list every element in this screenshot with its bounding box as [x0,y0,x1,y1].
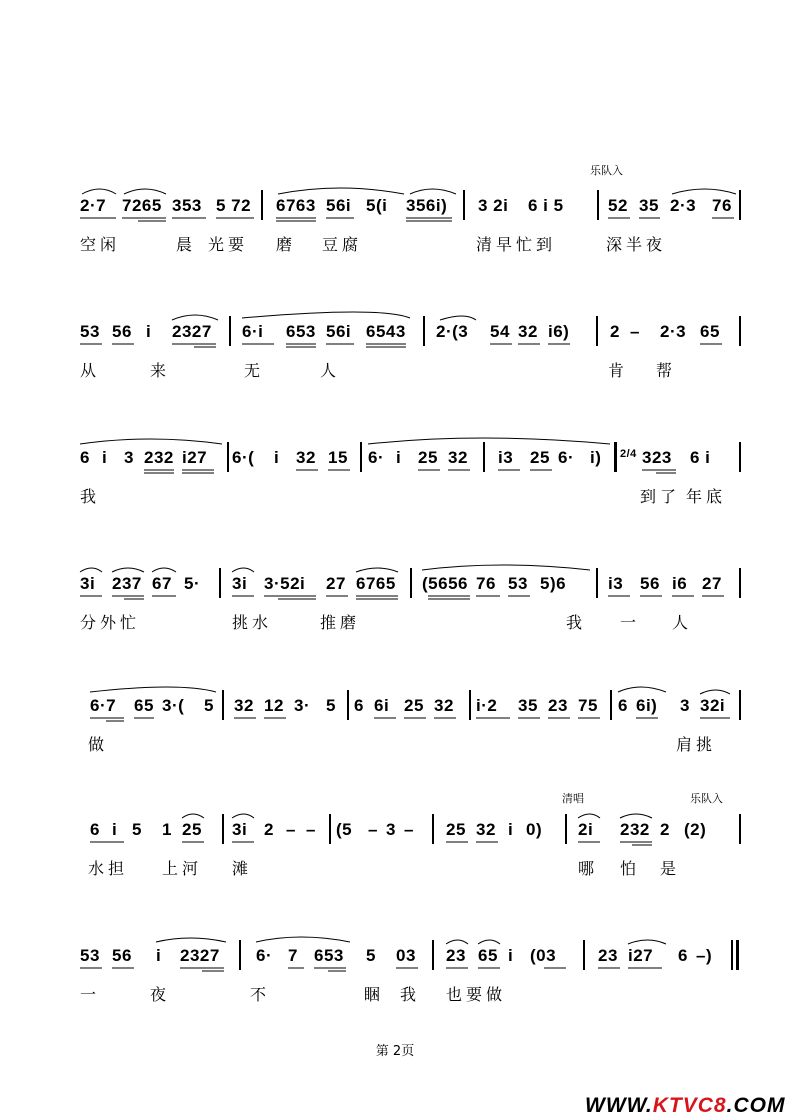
note-group: 52 [608,196,628,215]
site-watermark [585,1094,785,1118]
note-group: i3 [608,574,624,593]
note-group: 12 [264,696,284,715]
note-group: 2327 [172,322,212,341]
note-group: 65 [478,946,498,965]
note-group: – [630,322,640,341]
note-group: 03 [396,946,416,965]
instrument-cue: 乐队入 [690,792,723,805]
note-group: 6· [368,448,385,467]
note-group: 32 [448,448,468,467]
note-group: i [102,448,108,467]
note-group: 15 [328,448,348,467]
note-group: 27 [326,574,346,593]
note-group: 53 [80,946,100,965]
note-group: 5 [366,946,376,965]
note-group: (2) [684,820,707,839]
note-group: 5 [132,820,142,839]
lyric: 磨 [276,235,297,254]
lyric: 无 [244,361,265,380]
note-group: 6 [678,946,688,965]
note-group: i6) [548,322,570,341]
note-group: 2i [578,820,594,839]
note-group: 2·3 [660,322,687,341]
note-group: 6 [354,696,364,715]
note-group: 6 [80,448,90,467]
lyric: 挑水 [232,613,273,632]
note-group: (03 [530,946,557,965]
note-group: 23 [446,946,466,965]
note-group: 6· [256,946,273,965]
lyric: 肩挑 [676,735,717,754]
note-group: 65 [134,696,154,715]
lyric: 年底 [686,487,727,506]
note-group: 353 [172,196,202,215]
note-group: 2·(3 [436,322,469,341]
note-group: 5(i [366,196,388,215]
instrument-cue: 清唱 [562,792,584,805]
lyric: 空闲 [80,235,121,254]
note-group: 3 [124,448,134,467]
note-group: 2 [610,322,620,341]
lyric: 夜 [150,985,171,1004]
time-signature: 2/4 [620,448,637,460]
lyrics-line [0,982,790,1006]
lyric: 清早忙到 [476,235,557,254]
note-group: 56 [112,946,132,965]
watermark-brand: KTVC8 [652,1094,727,1117]
note-group: 653 [286,322,316,341]
note-group: i27 [182,448,208,467]
lyric: 睏 [364,985,385,1004]
note-group: i [274,448,280,467]
lyric: 滩 [232,859,253,878]
note-group: 6543 [366,322,406,341]
note-group: 6765 [356,574,396,593]
lyric: 也要做 [446,985,507,1004]
note-group: 5 [204,696,214,715]
lyric: 肯 [608,361,629,380]
note-group: 232 [620,820,650,839]
note-group: 5· [184,574,201,593]
note-group: i) [590,448,602,467]
note-group: 56i [326,322,352,341]
note-group: 7 [288,946,298,965]
note-group: 2·3 [670,196,697,215]
note-group: – [306,820,316,839]
slur-marks [0,448,790,488]
lyric: 人 [320,361,341,380]
slur-marks [0,322,790,362]
note-group: 3i [232,574,248,593]
watermark-prefix: WWW. [585,1094,653,1117]
lyric: 一 [80,985,101,1004]
lyric: 从 [80,361,101,380]
lyric: 豆腐 [322,235,363,254]
note-group: i27 [628,946,654,965]
note-group: 3 [680,696,690,715]
lyric: 帮 [656,361,677,380]
note-group: 3i [232,820,248,839]
lyric: 晨 [176,235,197,254]
note-group: 25 [530,448,550,467]
note-group: 35 [518,696,538,715]
note-group: 53 [508,574,528,593]
note-group: 2 [660,820,670,839]
lyric: 人 [672,613,693,632]
note-group: 35 [639,196,659,215]
note-group: 23 [548,696,568,715]
lyric: 推磨 [320,613,361,632]
lyric: 哪 [578,859,599,878]
note-group: 32 [234,696,254,715]
note-group: 3·52i [264,574,306,593]
lyrics-line [0,732,790,756]
note-group: 56 [640,574,660,593]
slur-marks [0,696,790,736]
note-group: i [508,820,514,839]
note-group: 237 [112,574,142,593]
note-group: 0) [526,820,543,839]
note-group: 3 2i [478,196,509,215]
note-group: 2·7 [80,196,107,215]
lyric: 我 [566,613,587,632]
note-group: –) [696,946,713,965]
note-group: 6i) [636,696,658,715]
note-group: 6 [618,696,628,715]
note-group: 56i [326,196,352,215]
lyric: 到了 [640,487,681,506]
lyric: 上河 [162,859,203,878]
note-group: 6·7 [90,696,117,715]
note-group: 5 72 [216,196,252,215]
slur-marks [0,820,790,860]
lyric: 我 [80,487,101,506]
note-group: 25 [446,820,466,839]
lyrics-line [0,610,790,634]
note-group: 653 [314,946,344,965]
page-number: 第 2页 [375,1044,415,1059]
note-group: 6·( [232,448,255,467]
note-group: 27 [702,574,722,593]
note-group: i [112,820,118,839]
note-group: 232 [144,448,174,467]
note-group: 25 [404,696,424,715]
note-group: 32 [296,448,316,467]
lyric: 不 [250,985,271,1004]
note-group: i [156,946,162,965]
slur-marks [0,196,790,236]
note-group: 356i) [406,196,448,215]
note-group: 2327 [180,946,220,965]
note-group: i6 [672,574,688,593]
note-group: 3i [80,574,96,593]
lyric: 做 [88,735,109,754]
note-group: 6 i [690,448,711,467]
note-group: 76 [712,196,732,215]
lyrics-line [0,856,790,880]
note-group: 5 [326,696,336,715]
note-group: 1 [162,820,172,839]
note-group: 65 [700,322,720,341]
note-group: i3 [498,448,514,467]
lyric: 光要 [208,235,249,254]
note-group: 32 [518,322,538,341]
note-group: 3 [386,820,396,839]
lyric: 水担 [88,859,129,878]
slur-marks [0,946,790,986]
note-group: 7265 [122,196,162,215]
note-group: i [396,448,402,467]
note-group: 6763 [276,196,316,215]
note-group: 2 [264,820,274,839]
lyrics-line [0,484,790,508]
note-group: (5 [336,820,353,839]
note-group: 32 [476,820,496,839]
lyric: 我 [400,985,421,1004]
lyric: 深半夜 [606,235,667,254]
note-group: 6 [90,820,100,839]
note-group: 25 [182,820,202,839]
note-group: 5)6 [540,574,567,593]
note-group: 53 [80,322,100,341]
note-group: 75 [578,696,598,715]
lyric: 怕 [620,859,641,878]
note-group: 25 [418,448,438,467]
note-group: 6· [558,448,575,467]
note-group: 3· [294,696,311,715]
note-group: (5656 [422,574,468,593]
note-group: i [508,946,514,965]
note-group: 76 [476,574,496,593]
note-group: 6·i [242,322,264,341]
watermark-suffix: .COM [726,1094,786,1117]
note-group: 67 [152,574,172,593]
lyric: 来 [150,361,171,380]
note-group: 6i [374,696,390,715]
note-group: 6 i 5 [528,196,564,215]
lyrics-line [0,358,790,382]
note-group: – [404,820,414,839]
note-group: i·2 [476,696,498,715]
lyric: 是 [660,859,681,878]
note-group: – [286,820,296,839]
slur-marks [0,574,790,614]
note-group: – [368,820,378,839]
note-group: 54 [490,322,510,341]
instrument-cue: 乐队入 [590,164,623,177]
note-group: i [146,322,152,341]
note-group: 3·( [162,696,185,715]
note-group: 23 [598,946,618,965]
lyric: 一 [620,613,641,632]
note-group: 323 [642,448,672,467]
lyric: 分外忙 [80,613,141,632]
note-group: 32i [700,696,726,715]
lyrics-line [0,232,790,256]
note-group: 56 [112,322,132,341]
note-group: 32 [434,696,454,715]
